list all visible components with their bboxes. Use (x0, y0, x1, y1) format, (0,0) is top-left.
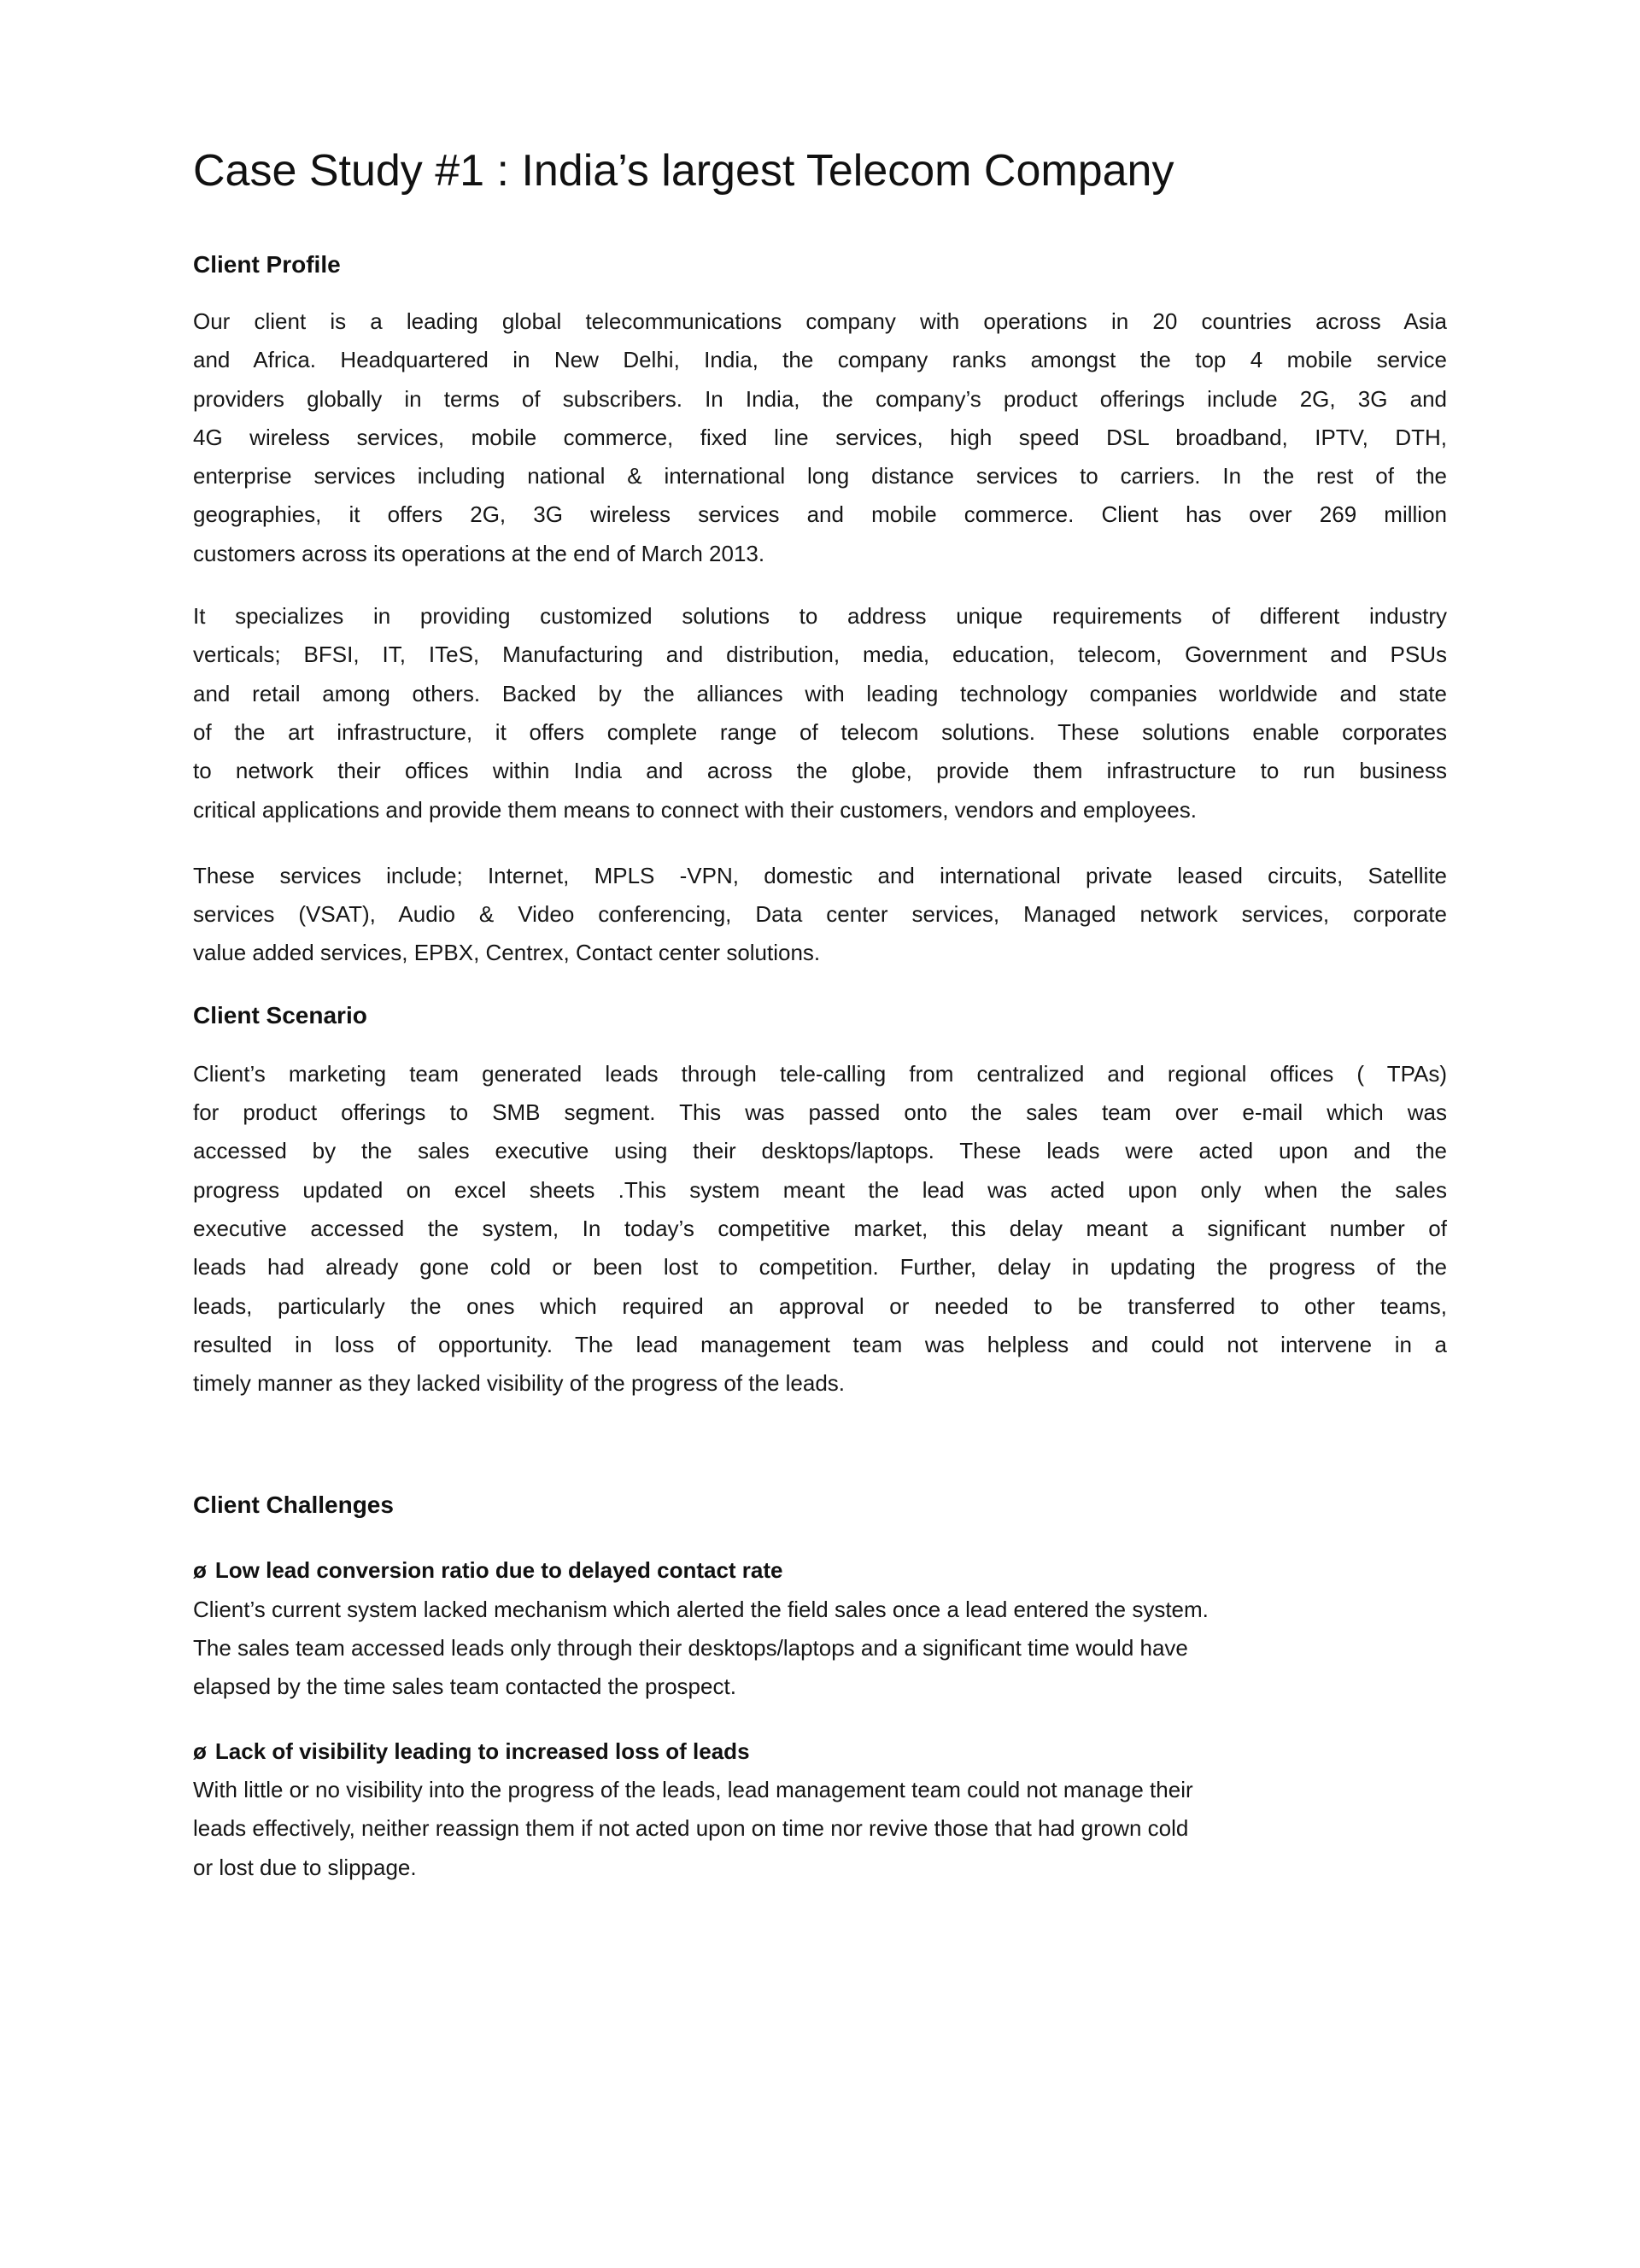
text-line: and Africa. Headquartered in New Delhi, India, the company ranks amongst the top 4 mobile service (193, 347, 1447, 373)
text-line: and retail among others. Backed by the alliances with leading technology companies worldwide and state (193, 680, 1447, 706)
challenge-1-heading-text: Low lead conversion ratio due to delayed contact rate (214, 1557, 783, 1584)
document-page (0, 145, 1640, 2268)
client-profile-paragraph-1 (193, 302, 1447, 573)
text-line: services (VSAT), Audio & Video conferencing, Data center services, Managed network services, corporate (193, 901, 1447, 928)
text-line: value added services, EPBX, Centrex, Contact center solutions. (193, 940, 821, 966)
client-profile-paragraph-3 (193, 857, 1447, 973)
challenge-2-body (193, 1771, 1447, 1887)
text-line: elapsed by the time sales team contacted the prospect. (193, 1673, 736, 1700)
text-line: Client’s current system lacked mechanism which alerted the field sales once a lead entered the system. (193, 1596, 1209, 1622)
text-line: leads, particularly the ones which required an approval or needed to be transferred to other teams, (193, 1292, 1447, 1319)
text-line: providers globally in terms of subscribers. In India, the company’s product offerings include 2G, 3G and (193, 385, 1447, 412)
text-line: resulted in loss of opportunity. The lead management team was helpless and could not intervene in a (193, 1331, 1447, 1357)
client-profile-paragraph-2 (193, 597, 1447, 829)
challenge-item-1 (193, 1551, 1447, 1706)
text-line: 4G wireless services, mobile commerce, fixed line services, high speed DSL broadband, IPTV, DTH, (193, 424, 1447, 450)
challenge-2-heading (193, 1732, 1447, 1771)
page-title: Case Study #1 : India’s largest Telecom Company (193, 146, 1174, 196)
slashed-o-bullet-icon: ø (193, 1738, 207, 1764)
section-heading-client-scenario: Client Scenario (193, 1001, 367, 1029)
text-line: timely manner as they lacked visibility of the progress of the leads. (193, 1370, 846, 1397)
section-heading-client-profile: Client Profile (193, 251, 341, 278)
text-line: geographies, it offers 2G, 3G wireless services and mobile commerce. Client has over 269 million (193, 501, 1447, 528)
section-heading-client-challenges: Client Challenges (193, 1491, 394, 1519)
text-line: verticals; BFSI, IT, ITeS, Manufacturing and distribution, media, education, telecom, Government and PSUs (193, 642, 1447, 668)
challenge-1-heading (193, 1551, 1447, 1590)
text-line: It specializes in providing customized solutions to address unique requirements of different industry (193, 603, 1447, 630)
text-line: or lost due to slippage. (193, 1854, 417, 1880)
slashed-o-bullet-icon: ø (193, 1557, 207, 1584)
challenge-2-heading-text: Lack of visibility leading to increased loss of leads (214, 1738, 750, 1764)
text-line: leads effectively, neither reassign them if not acted upon on time nor revive those that had grown cold (193, 1815, 1189, 1842)
text-line: of the art infrastructure, it offers complete range of telecom solutions. These solutions enable corporates (193, 718, 1447, 745)
challenge-1-body (193, 1591, 1447, 1707)
text-line: The sales team accessed leads only through their desktops/laptops and a significant time would have (193, 1635, 1188, 1661)
text-line: With little or no visibility into the progress of the leads, lead management team could not manage their (193, 1776, 1193, 1802)
client-scenario-paragraph (193, 1055, 1447, 1404)
text-line: executive accessed the system, In today’s competitive market, this delay meant a significant number of (193, 1215, 1447, 1241)
text-line: progress updated on excel sheets .This system meant the lead was acted upon only when the sales (193, 1176, 1447, 1203)
challenge-item-2 (193, 1732, 1447, 1887)
text-line: for product offerings to SMB segment. This was passed onto the sales team over e-mail which was (193, 1099, 1447, 1126)
text-line: Client’s marketing team generated leads through tele-calling from centralized and regional offices ( TPAs) (193, 1060, 1447, 1087)
text-line: accessed by the sales executive using their desktops/laptops. These leads were acted upon and the (193, 1138, 1447, 1164)
text-line: These services include; Internet, MPLS -VPN, domestic and international private leased circuits, Satellite (193, 862, 1447, 888)
text-line: leads had already gone cold or been lost to competition. Further, delay in updating the progress of the (193, 1254, 1447, 1281)
text-line: to network their offices within India and across the globe, provide them infrastructure to run business (193, 758, 1447, 784)
text-line: enterprise services including national & international long distance services to carriers. In the rest of the (193, 463, 1447, 489)
text-line: critical applications and provide them means to connect with their customers, vendors and employees. (193, 796, 1197, 823)
text-line: Our client is a leading global telecommunications company with operations in 20 countries across Asia (193, 308, 1447, 334)
text-line: customers across its operations at the end of March 2013. (193, 540, 765, 566)
